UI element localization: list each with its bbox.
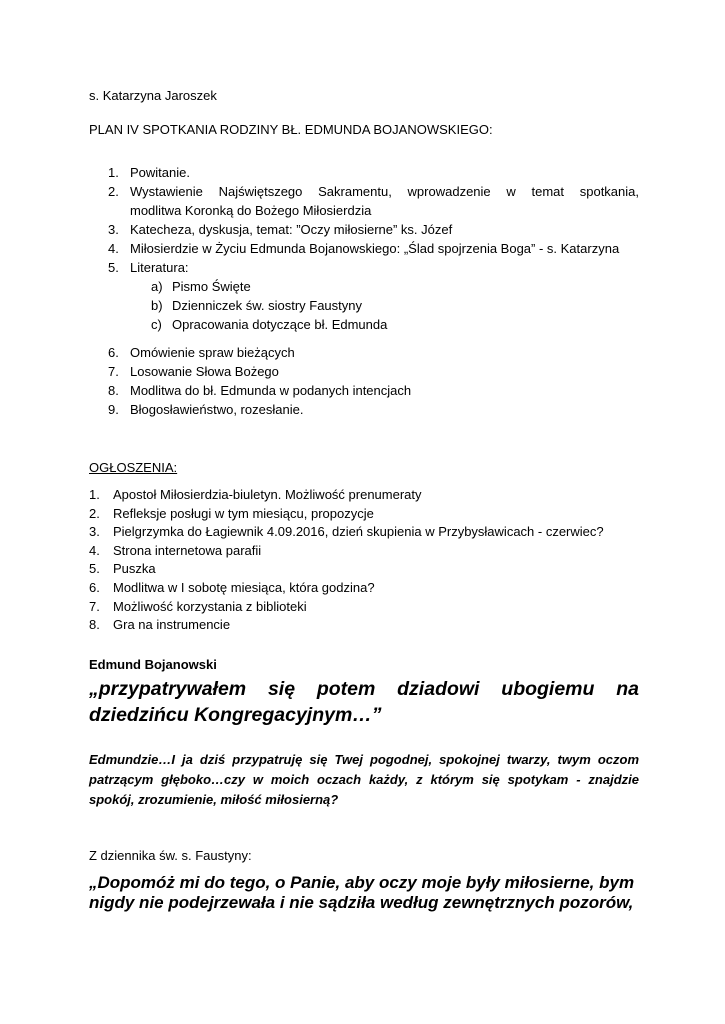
literature-item <box>89 296 639 315</box>
item-number: 5. <box>89 561 100 577</box>
item-number: 8. <box>89 617 100 633</box>
item-text: Refleksje posługi w tym miesiącu, propozycje <box>113 505 374 521</box>
announcement-item <box>89 616 639 635</box>
author-line: s. Katarzyna Jaroszek <box>89 88 217 103</box>
announcement-item <box>89 542 639 561</box>
edmund-quote: „przypatrywałem się potem dziadowi ubogiemu na dziedzińcu Kongregacyjnym…” <box>89 678 639 726</box>
item-text: Katecheza, dyskusja, temat: ”Oczy miłosierne” ks. Józef <box>130 222 453 237</box>
item-number: 7. <box>108 364 119 379</box>
item-number: 1. <box>108 165 119 180</box>
plan-list <box>89 163 639 277</box>
item-text: Dzienniczek św. siostry Faustyny <box>172 298 363 313</box>
item-letter: b) <box>151 298 163 313</box>
item-number: 2. <box>89 505 100 521</box>
announcements-list <box>89 486 639 635</box>
plan-item <box>89 343 639 362</box>
faustyna-quote <box>89 873 649 913</box>
plan-item <box>89 163 639 182</box>
item-number: 9. <box>108 402 119 417</box>
item-number: 3. <box>89 524 100 540</box>
item-text: Literatura: <box>130 260 189 275</box>
plan-item <box>89 182 639 220</box>
item-number: 4. <box>89 542 100 558</box>
item-letter: a) <box>151 279 163 294</box>
faustyna-quote-line: „Dopomóż mi do tego, o Panie, aby oczy moje były miłosierne, bym <box>89 873 635 892</box>
literature-item <box>89 315 639 334</box>
literature-list <box>89 277 639 334</box>
item-text: Wystawienie Najświętszego Sakramentu, wprowadzenie w temat spotkania, <box>130 184 639 199</box>
announcement-item <box>89 505 639 524</box>
announcements-title: OGŁOSZENIA: <box>89 460 178 475</box>
literature-item <box>89 277 639 296</box>
plan-item <box>89 220 639 239</box>
item-text: Puszka <box>113 561 156 577</box>
item-text: Pismo Święte <box>172 279 251 294</box>
faustyna-heading: Z dziennika św. s. Faustyny: <box>89 848 252 863</box>
item-text: Opracowania dotyczące bł. Edmunda <box>172 317 388 332</box>
announcement-item <box>89 579 639 598</box>
edmund-heading: Edmund Bojanowski <box>89 657 217 672</box>
item-text: Miłosierdzie w Życiu Edmunda Bojanowskiego: „Ślad spojrzenia Boga” - s. Katarzyna <box>130 241 620 256</box>
item-text: Strona internetowa parafii <box>113 542 262 558</box>
item-text: Omówienie spraw bieżących <box>130 345 295 360</box>
item-number: 6. <box>89 579 100 595</box>
plan-item <box>89 258 639 277</box>
announcement-item <box>89 560 639 579</box>
announcement-item <box>89 523 639 542</box>
item-number: 4. <box>108 241 119 256</box>
reflection-text: Edmundzie…I ja dziś przypatruję się Twej pogodnej, spokojnej twarzy, twym oczom patrzącym głęboko…czy w moich oczach każdy, z którym się spotykam - znajdzie spokój, zrozumienie, miłość miłosierną? <box>89 752 639 807</box>
announcement-item <box>89 598 639 617</box>
item-text: Błogosławieństwo, rozesłanie. <box>130 402 304 417</box>
item-text: Gra na instrumencie <box>113 617 231 633</box>
item-text: Modlitwa w I sobotę miesiąca, która godzina? <box>113 579 375 595</box>
item-number: 8. <box>108 383 119 398</box>
plan-item <box>89 362 639 381</box>
item-text-continuation: modlitwa Koronką do Bożego Miłosierdzia <box>130 203 372 218</box>
item-number: 6. <box>108 345 119 360</box>
item-number: 2. <box>108 184 119 199</box>
plan-item <box>89 400 639 419</box>
plan-title: PLAN IV SPOTKANIA RODZINY BŁ. EDMUNDA BOJANOWSKIEGO: <box>89 122 493 137</box>
item-text: Pielgrzymka do Łagiewnik 4.09.2016, dzień skupienia w Przybysławicach - czerwiec? <box>113 524 604 540</box>
item-text: Apostoł Miłosierdzia-biuletyn. Możliwość prenumeraty <box>113 487 422 502</box>
plan-item <box>89 381 639 400</box>
item-text: Losowanie Słowa Bożego <box>130 364 279 379</box>
item-text: Modlitwa do bł. Edmunda w podanych intencjach <box>130 383 412 398</box>
item-number: 3. <box>108 222 119 237</box>
item-text: Możliwość korzystania z biblioteki <box>113 598 307 614</box>
item-number: 7. <box>89 598 100 614</box>
item-text: Powitanie. <box>130 165 190 180</box>
item-letter: c) <box>151 317 162 332</box>
item-number: 5. <box>108 260 119 275</box>
faustyna-quote-line: nigdy nie podejrzewała i nie sądziła według zewnętrznych pozorów, <box>89 893 634 912</box>
plan-list-continued <box>89 343 639 419</box>
item-number: 1. <box>89 487 100 502</box>
announcement-item <box>89 486 639 505</box>
plan-item <box>89 239 639 258</box>
